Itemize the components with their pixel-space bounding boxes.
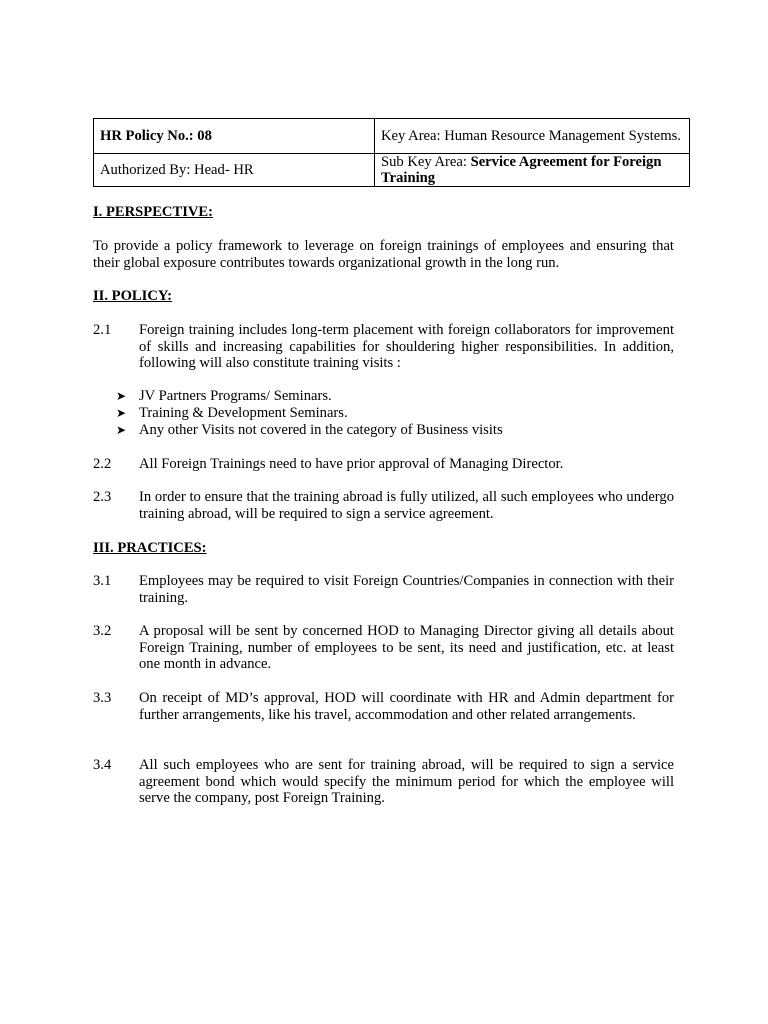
item-text: A proposal will be sent by concerned HOD to Managing Director giving all details about Foreign Training, number of employees to be sent, its need and justification, etc. at least one month in advance. — [139, 623, 674, 673]
arrow-bullet-icon: ➤ — [116, 423, 127, 437]
policy-item — [93, 456, 674, 473]
sub-key-area-value: Service Agreement for Foreign Training — [381, 154, 662, 186]
perspective-text: To provide a policy framework to leverage on foreign trainings of employees and ensuring that their global exposure contributes towards organizational growth in the long run. — [93, 238, 674, 271]
item-number: 2.1 — [93, 322, 112, 338]
policy-header-table — [93, 118, 690, 187]
practice-item — [93, 757, 674, 807]
sub-key-area-label: Sub Key Area: — [381, 154, 471, 170]
arrow-bullet-icon: ➤ — [116, 406, 127, 420]
practice-item — [93, 690, 674, 723]
practices-heading: III. PRACTICES: — [93, 540, 207, 556]
policy-item — [93, 322, 674, 372]
item-text: All Foreign Trainings need to have prior approval of Managing Director. — [139, 456, 564, 472]
key-area-cell: Key Area: Human Resource Management Systems. — [375, 119, 690, 154]
bullet-item: ➤ Any other Visits not covered in the category of Business visits — [116, 422, 503, 438]
item-number: 3.3 — [93, 690, 112, 706]
sub-key-area-cell — [375, 154, 690, 187]
item-text: Employees may be required to visit Foreign Countries/Companies in connection with their training. — [139, 573, 674, 606]
bullet-item: ➤ Training & Development Seminars. — [116, 405, 348, 421]
policy-heading: II. POLICY: — [93, 288, 172, 304]
item-text: All such employees who are sent for training abroad, will be required to sign a service agreement bond which would specify the minimum period for which the employee will serve the company, post Foreign Training. — [139, 757, 674, 807]
item-number: 2.2 — [93, 456, 112, 472]
item-number: 3.2 — [93, 623, 112, 639]
item-text: In order to ensure that the training abroad is fully utilized, all such employees who undergo training abroad, will be required to sign a service agreement. — [139, 489, 674, 522]
perspective-heading: I. PERSPECTIVE: — [93, 204, 214, 220]
policy-number-cell: HR Policy No.: 08 — [94, 119, 375, 154]
item-text: On receipt of MD’s approval, HOD will coordinate with HR and Admin department for further arrangements, like his travel, accommodation and other related arrangements. — [139, 690, 674, 723]
policy-item — [93, 489, 674, 522]
item-number: 3.4 — [93, 757, 112, 773]
item-number: 3.1 — [93, 573, 112, 589]
item-number: 2.3 — [93, 489, 112, 505]
practice-item — [93, 623, 674, 673]
authorized-by-cell: Authorized By: Head- HR — [94, 154, 375, 187]
arrow-bullet-icon: ➤ — [116, 389, 127, 403]
item-text: Foreign training includes long-term placement with foreign collaborators for improvement of skills and increasing capabilities for shouldering higher responsibilities. In addition, following will also constitute training visits : — [139, 322, 674, 372]
bullet-item: ➤ JV Partners Programs/ Seminars. — [116, 388, 332, 404]
practice-item — [93, 573, 674, 606]
